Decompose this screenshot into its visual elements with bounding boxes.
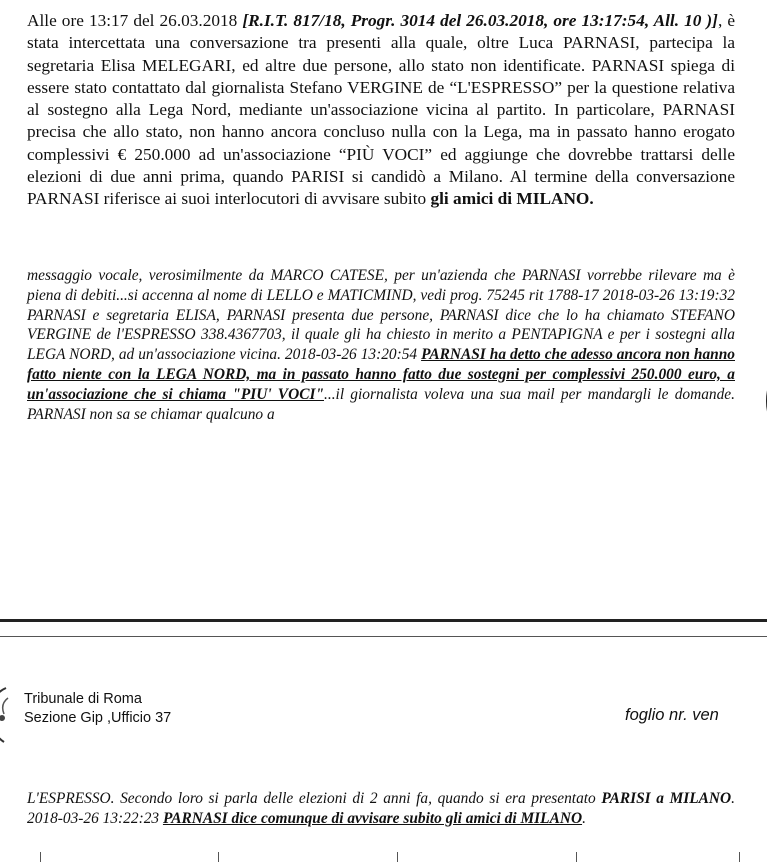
scan-mark	[40, 852, 41, 862]
scan-mark	[397, 852, 398, 862]
rit-reference: [R.I.T. 817/18, Progr. 3014 del 26.03.2018, ore 13:17:54, All. 10 )]	[242, 11, 718, 30]
paragraph-intro: Alle ore 13:17 del 26.03.2018	[27, 11, 243, 30]
quote-bold: PARISI a MILANO	[601, 790, 732, 807]
quote-transcript-1	[27, 266, 735, 424]
scan-mark	[218, 852, 219, 862]
scan-mark	[739, 852, 740, 862]
sheet-number: foglio nr. ven	[625, 706, 719, 724]
margin-mark	[761, 378, 767, 424]
quote-text-continued: ...il giornalista voleva una sua mail per mandargli le domande. PARNASI non sa se chiamar qualcuno a	[27, 385, 735, 423]
paragraph-closing-bold: gli amici di MILANO.	[430, 189, 594, 209]
document-header	[24, 690, 171, 728]
scan-mark	[576, 852, 577, 862]
quote-underlined-bold: PARNASI ha detto che adesso ancora non hanno fatto niente con la LEGA NORD, ma in passato hanno fatto due sostegni per complessivi 250.000 euro, a un'associazione che si chiama "PIU' VOCI"	[27, 346, 735, 403]
quote-underlined-bold: PARNASI dice comunque di avvisare subito gli amici di MILANO	[162, 810, 583, 827]
quote-text: L'ESPRESSO. Secondo loro si parla delle elezioni di 2 anni fa, quando si era presentato	[27, 790, 602, 807]
paragraph-body: , è stata intercettata una conversazione tra presenti alla quale, oltre Luca PARNASI, partecipa la segretaria Elisa MELEGARI, ed altre due persone, allo stato non identificate. PARNASI spiega di essere stato contattato dal giornalista Stefano VERGINE de “L'ESPRESSO” per la questione relativa al sostegno alla Lega Nord, mediante un'associazione vicina al partito. In particolare, PARNASI precisa che allo stato, non hanno ancora concluso nulla con la Lega, ma in passato hanno erogato complessivi € 250.000 ad un'associazione “PIÙ VOCI” ed aggiunge che dovrebbe trattarsi delle elezioni di due anni prima, quando PARISI si candidò a Milano. Al termine della conversazione PARNASI riferisce ai suoi interlocutori di avvisare subito	[27, 11, 736, 209]
quote-text-continued: . 2018-03-26 13:22:23	[27, 790, 735, 827]
page-break-top-rule	[0, 619, 767, 622]
quote-period: .	[582, 810, 586, 827]
quote-transcript-2	[27, 789, 735, 829]
quote-text: messaggio vocale, verosimilmente da MARCO CATESE, per un'azienda che PARNASI vorrebbe rilevare ma è piena di debiti...si accenna al nome di LELLO e MATICMIND, vedi prog. 75245 rit 1788-17 2018-03-26 13:19:32 PARNASI e segretaria ELISA, PARNASI presenta due persone, PARNASI dice che lo ha chiamato STEFANO VERGINE de l'ESPRESSO 338.4367703, il quale gli ha chiesto in merito a PENTAPIGNA e per i sostegni alla LEGA NORD, ad un'associazione vicina. 2018-03-26 13:20:54	[27, 267, 735, 364]
page-break-bottom-rule	[0, 636, 767, 637]
paragraph-intercept-summary	[27, 10, 735, 211]
court-name: Tribunale di Roma	[24, 691, 142, 707]
court-seal-icon	[0, 684, 10, 744]
court-section: Sezione Gip ,Ufficio 37	[24, 710, 172, 726]
